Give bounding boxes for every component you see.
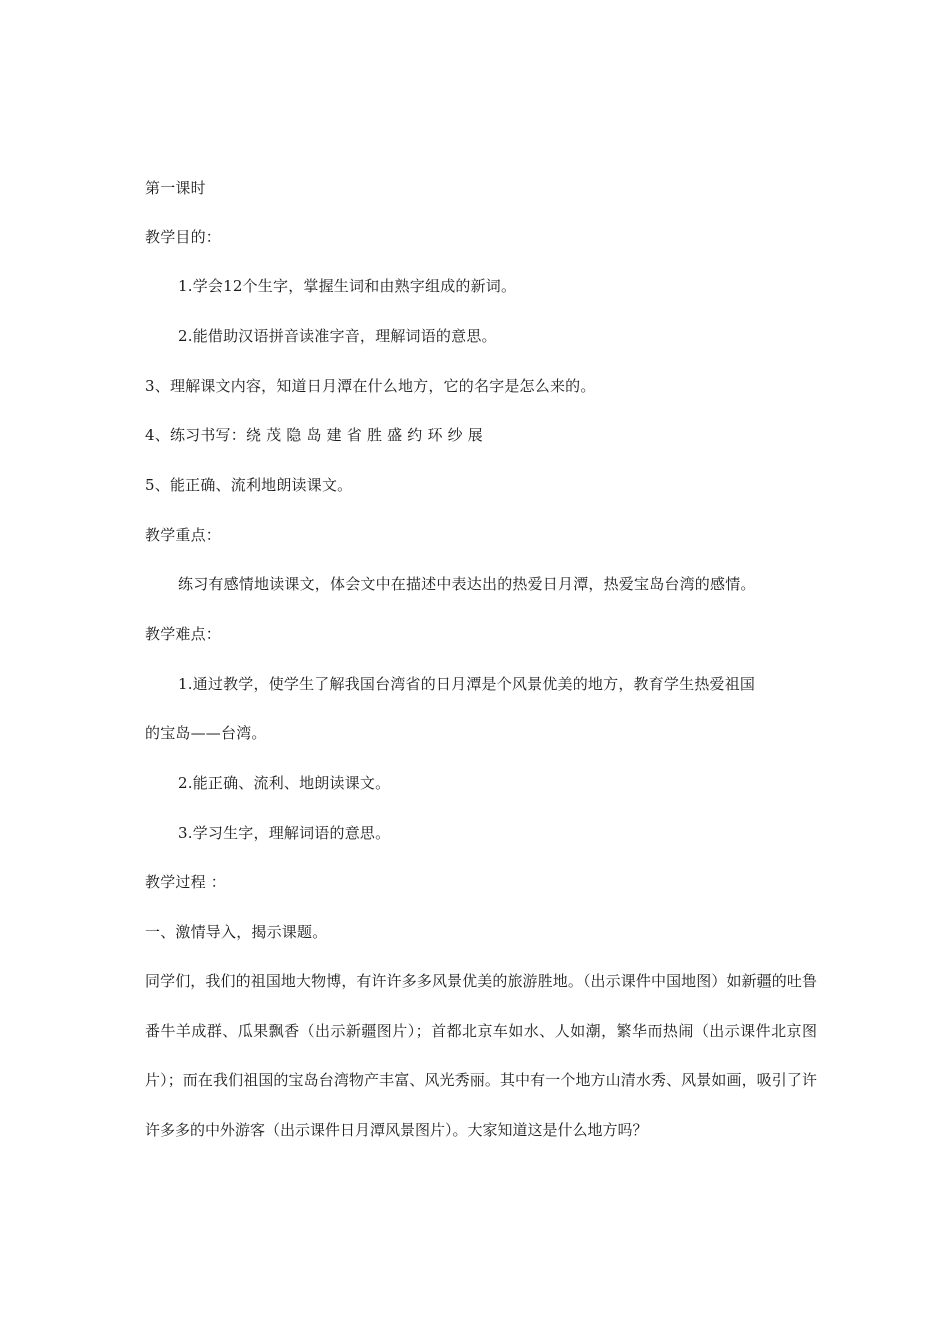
objective-item-2: 2.能借助汉语拼音读准字音，理解词语的意思。: [178, 327, 497, 345]
objective-item-3: 3、理解课文内容，知道日月潭在什么地方，它的名字是怎么来的。: [145, 377, 596, 395]
process-step-1-paragraph: 同学们，我们的祖国地大物博，有许许多多风景优美的旅游胜地。（出示课件中国地图）如新疆的吐鲁番牛羊成群、瓜果飘香（出示新疆图片）；首都北京车如水、人如潮，繁华而热闹（出示课件北京图片）；而在我们祖国的宝岛台湾物产丰富、风光秀丽。其中有一个地方山清水秀、风景如画，吸引了许许多多的中外游客（出示课件日月潭风景图片）。大家知道这是什么地方吗？: [145, 972, 817, 1139]
difficulty-item-3: 3.学习生字，理解词语的意思。: [178, 824, 391, 842]
process-step-1-heading: 一、激情导入，揭示课题。: [145, 923, 328, 941]
key-points-text: 练习有感情地读课文，体会文中在描述中表达出的热爱日月潭，热爱宝岛台湾的感情。: [178, 575, 756, 593]
key-points-heading: 教学重点：: [145, 526, 222, 544]
lesson-title: 第一课时: [145, 179, 206, 197]
objectives-heading: 教学目的：: [145, 228, 222, 246]
difficulty-item-1-line-2: 的宝岛——台湾。: [145, 724, 267, 742]
difficulty-item-1-line-1: 1.通过教学，使学生了解我国台湾省的日月潭是个风景优美的地方，教育学生热爱祖国: [178, 675, 756, 693]
process-heading: 教学过程 ：: [145, 873, 226, 891]
objective-item-4: 4、练习书写：绕 茂 隐 岛 建 省 胜 盛 约 环 纱 展: [145, 426, 483, 444]
difficulties-heading: 教学难点：: [145, 625, 222, 643]
difficulty-item-2: 2.能正确、流利、地朗读课文。: [178, 774, 391, 792]
objective-item-1: 1.学会12个生字，掌握生词和由熟字组成的新词。: [178, 277, 517, 295]
objective-item-5: 5、能正确、流利地朗读课文。: [145, 476, 353, 494]
